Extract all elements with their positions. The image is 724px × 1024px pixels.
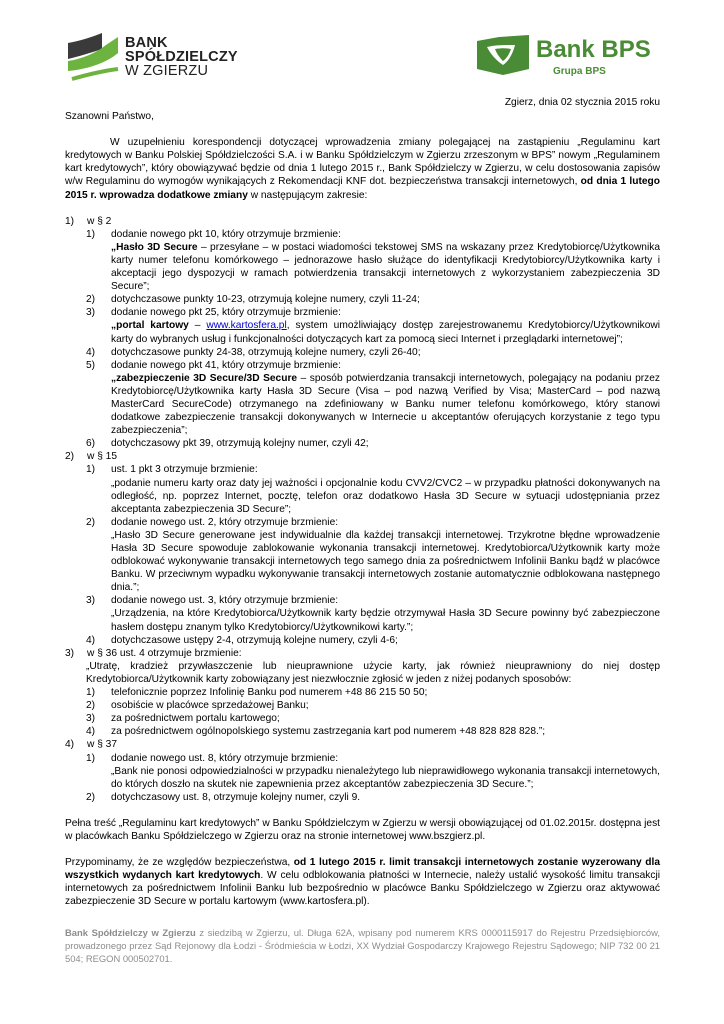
letter-body [65,96,660,908]
footer-legal-info [65,926,660,965]
bank-spoldzielczy-logo [66,33,246,87]
list-item-number: 3) [86,307,96,319]
kartosfera-link[interactable]: www.kartosfera.pl [206,320,287,332]
list-item-text: telefonicznie poprzez Infolinię Banku pod numerem +48 86 215 50 50; [111,687,428,699]
list-item-number: 3) [86,595,96,607]
list-item-number: 4) [86,634,96,646]
list-item-text: za pośrednictwem ogólnopolskiego systemu zastrzegania kart pod numerem +48 828 828 828.”; [111,726,546,738]
letterhead [0,0,724,95]
list-item-number: 1) [86,464,96,476]
bank-bps-name: Bank BPS [536,36,651,63]
section-4 [65,738,660,803]
quote-portal-kartowy [65,319,660,345]
section-2 [65,450,660,646]
footer-bank-name: Bank Spółdzielczy w Zgierzu [65,927,196,938]
list-item-number: 1) [86,752,96,764]
list-item-number: 2) [86,700,96,712]
bank-bps-logo-icon [473,33,533,79]
list-item-number: 2) [86,516,96,528]
list-item-text: dodanie nowego pkt 25, który otrzymuje brzmienie: [111,307,341,319]
closing-paragraph-2 [65,856,660,908]
section-1-title: w § 2 [87,215,112,227]
quote-term: „Hasło 3D Secure [111,241,198,253]
list-item-text: dotychczasowy ust. 8, otrzymuje kolejny numer, czyli 9. [111,791,361,803]
quote-dash: – [188,320,207,332]
footer-text: z siedzibą w Zgierzu, ul. Długa 62A, wpisany pod numerem KRS 0000115917 do Rejestru Przedsiębiorców, prowadzonego przez Sąd Rejonowy dla Łodzi - Śródmieścia w Łodzi, XX Wydział Gospodarczy Krajowego Rejestru Sądowego; NIP 732 00 21 504; REGON 000502701. [65,927,660,964]
quote-term: „zabezpieczenie 3D Secure/3D Secure [111,372,298,384]
section-3-number: 3) [65,647,75,659]
list-item-number: 5) [86,359,96,371]
list-item-text: dotychczasowy pkt 39, otrzymują kolejny numer, czyli 42; [111,438,369,450]
list-item-number: 2) [86,791,96,803]
list-item-text: dotychczasowe ustępy 2-4, otrzymują kolejne numery, czyli 4-6; [111,634,398,646]
intro-text-2: w następującym zakresie: [247,189,368,201]
closing-paragraph-1: Pełna treść „Regulaminu kart kredytowych” w Banku Spółdzielczym w Zgierzu w wersji obowiązującej od 01.02.2015r. dostępna jest w placówkach Banku Spółdzielczego w Zgierzu oraz na stronie internetowej www.bszgierz.pl. [65,817,660,842]
intro-paragraph [65,136,660,201]
quote-text: – przesyłane – w postaci wiadomości tekstowej SMS na wskazany przez Kredytobiorcę/Użytkownika karty numer telefonu komórkowego – jednorazowe hasło służące do identyfikacji Kredytobiorcy/Użytkownika karty i akceptacji jego dyspozycji w ramach potwierdzenia transakcji internetowych z wykorzystaniem zabezpieczenia 3D Secure”; [111,241,660,293]
section-4-number: 4) [65,739,75,751]
quote-term: „portal kartowy [111,320,189,332]
bank-bps-sub: Grupa BPS [553,66,606,77]
bank-spoldzielczy-logo-icon [66,33,120,85]
closing-text-2: . W celu odblokowania płatności w Internecie, należy ustalić wysokość limitu transakcji internetowych za pośrednictwem Infolinii Banku lub bezpośrednio w placówce Banku Spółdzielczego w Zgierzu oraz aktywować zabezpieczenie 3D Secure w portalu kartowym (www.kartosfera.pl). [65,870,660,908]
closing-text-1: Przypominamy, że ze względów bezpieczeństwa, [65,857,294,869]
list-item-text: za pośrednictwem portalu kartowego; [111,713,280,725]
logo-line-3: W ZGIERZU [125,63,209,79]
list-item-text: dodanie nowego pkt 10, który otrzymuje brzmienie: [111,228,341,240]
quote-text: „Urządzenia, na które Kredytobiorca/Użytkownik karty będzie otrzymywał Hasła 3D Secure powinny być zabezpieczone hasłem dostępu znanym tylko Kredytobiorcy/Użytkownikowi karty.”; [111,608,660,633]
quote-haslo-3d-secure [65,241,660,293]
list-item-text: dodanie nowego ust. 8, który otrzymuje brzmienie: [111,752,339,764]
quote-text: „Hasło 3D Secure generowane jest indywidualnie dla każdej transakcji internetowej. Trzykrotne błędne wprowadzenie Hasła 3D Secure spowoduje zablokowanie wykonania transakcji internetowej. Kredytobiorca/Użytkownik karty może odblokować wykonywanie transakcji internetowych tego samego dnia za pośrednictwem Infolinii Banku bądź w placówce Banku. W przeciwnym wypadku wykonywanie transakcji internetowych zostanie automatycznie odblokowana następnego dnia.”; [111,529,660,594]
quote-text: – sposób potwierdzania transakcji internetowych, polegający na podaniu przez Kredytobiorcę/Użytkownika karty Hasła 3D Secure (Visa – pod nazwą Verified by Visa; MasterCard – pod nazwą MasterCard SecureCode) otrzymanego na zdefiniowany w Banku numer telefonu komórkowego, który stanowi dodatkowe zabezpieczenie transakcji dokonywanych w Internecie u akceptantów oferujących korzystanie z tego typu zabezpieczenia”; [111,372,660,437]
quote-text: , system umożliwiający dostęp zarejestrowanemu Kredytobiorcy/Użytkownikowi karty do wybranych usług i funkcjonalności dotyczących kart za pomocą sieci Internet i przeglądarki internetowej”; [111,320,661,345]
list-item-number: 4) [86,726,96,738]
list-item-text: dotychczasowe punkty 24-38, otrzymują kolejne numery, czyli 26-40; [111,346,421,358]
intro-bold: od dnia 1 lutego 2015 r. wprowadza dodatkowe zmiany [65,176,660,201]
closing-bold: od 1 lutego 2015 r. limit transakcji internetowych zostanie wyzerowany dla wszystkich wydanych kart kredytowych [65,857,660,882]
list-item-number: 6) [86,438,96,450]
list-item-text: dotychczasowe punkty 10-23, otrzymują kolejne numery, czyli 11-24; [111,294,420,306]
bank-bps-logo [473,33,653,83]
section-2-number: 2) [65,451,75,463]
section-3 [65,647,660,739]
quote-text: „Bank nie ponosi odpowiedzialności w przypadku nienależytego lub nieprawidłowego wykonania transakcji internetowych, do których doszło na skutek nie zapewnienia przez akceptantów zabezpieczenia 3D Secure.”; [111,765,660,790]
salutation: Szanowni Państwo, [65,111,154,123]
list-item-text: dodanie nowego pkt 41, który otrzymuje brzmienie: [111,359,341,371]
logo-line-1: BANK [125,35,168,51]
section-2-title: w § 15 [87,451,118,463]
section-1 [65,215,660,451]
list-item-text: dodanie nowego ust. 3, który otrzymuje brzmienie: [111,595,339,607]
list-item-number: 2) [86,294,96,306]
section-4-title: w § 37 [87,739,118,751]
list-item-number: 3) [86,713,96,725]
list-item-number: 1) [86,228,96,240]
logo-line-2: SPÓŁDZIELCZY [125,49,238,65]
list-item-text: osobiście w placówce sprzedażowej Banku; [111,700,309,712]
list-item-text: dodanie nowego ust. 2, który otrzymuje brzmienie: [111,516,339,528]
section-3-title: w § 36 ust. 4 otrzymuje brzmienie: [87,647,242,659]
list-item-number: 4) [86,346,96,358]
list-item-number: 1) [86,687,96,699]
quote-text: „Utratę, kradzież przywłaszczenie lub nieuprawnione użycie karty, jak również nieuprawniony do niej dostęp Kredytobiorca/Użytkownik karty zobowiązany jest niezwłocznie zgłosić w jeden z niżej podanych sposobów: [86,660,660,685]
quote-text: „podanie numeru karty oraz daty jej ważności i opcjonalnie kodu CVV2/CVC2 – w przypadku płatności dokonywanych na odległość, np. poprzez Internet, pocztę, telefon oraz dodatkowo Hasła 3D Secure w sytuacji udostępniania przez akceptanta zabezpieczenia 3D Secure”; [111,477,660,515]
list-item-text: ust. 1 pkt 3 otrzymuje brzmienie: [111,464,258,476]
letter-date: Zgierz, dnia 02 stycznia 2015 roku [504,97,660,108]
section-1-number: 1) [65,215,75,227]
quote-zabezpieczenie-3d-secure [65,372,660,437]
intro-text-1: W uzupełnieniu korespondencji dotyczącej wprowadzenia zmiany polegającej na zastąpieniu „Regulaminu kart kredytowych w Banku Polskiej Spółdzielczości S.A. i w Banku Spółdzielczym w Zgierzu zrzeszonym w BPS” nowym „Regulaminem kart kredytowych”, który obowiązywać będzie od dnia 1 lutego 2015 r., Bank Spółdzielczy w Zgierzu, w celu dostosowania zapisów w/w Regulaminu do wymogów wynikających z Rekomendacji KNF dot. bezpieczeństwa transakcji internetowych, [65,137,660,188]
